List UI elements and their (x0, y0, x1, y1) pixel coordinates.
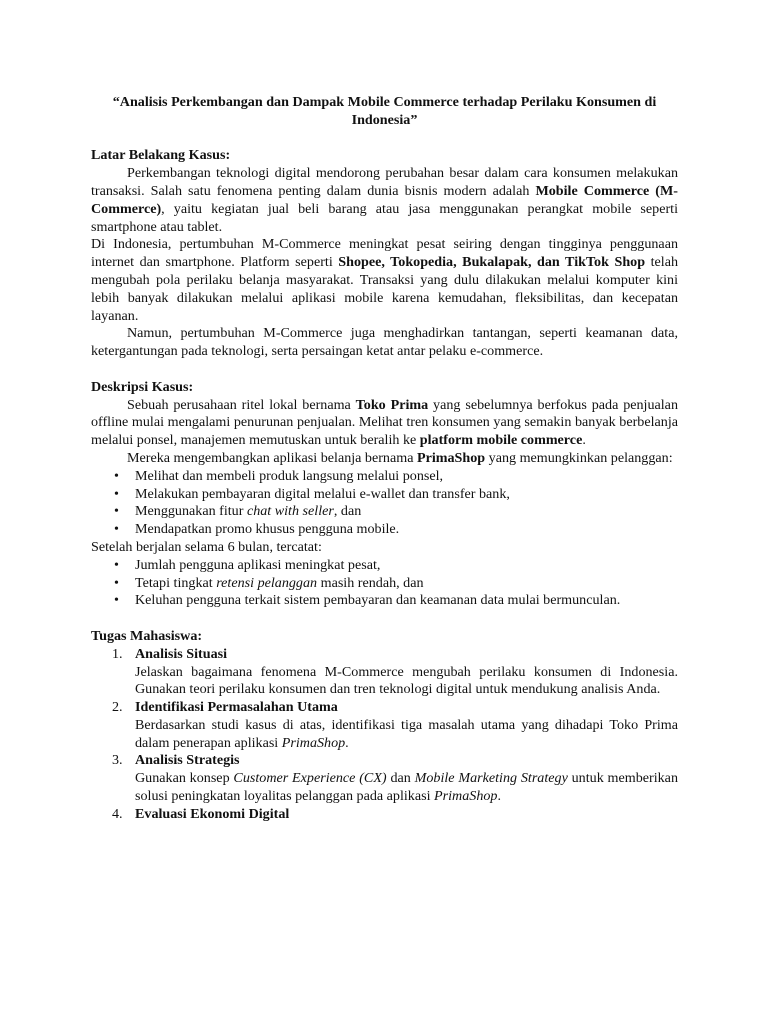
italic-text: retensi pelanggan (216, 574, 318, 591)
spacer (91, 610, 678, 628)
latar-heading: Latar Belakang Kasus: (91, 147, 231, 164)
text-run: , dan (333, 503, 362, 520)
result-list (91, 557, 678, 610)
text-run: untuk memberikan solusi peningkatan loyalitas pelanggan pada aplikasi (135, 770, 678, 805)
italic-text: Mobile Marketing Strategy (414, 770, 568, 787)
list-item (135, 503, 678, 521)
task-text (135, 717, 678, 753)
task-title: Analisis Strategis (135, 752, 240, 769)
text-run: . (582, 432, 586, 449)
bold-text: platform mobile commerce (419, 432, 583, 449)
italic-text: PrimaShop (281, 734, 346, 751)
bold-text: Toko Prima (355, 396, 429, 413)
task-item (112, 699, 678, 752)
text-run: Gunakan konsep (135, 770, 234, 787)
deskripsi-heading: Deskripsi Kasus: (91, 378, 194, 395)
list-item (135, 575, 678, 593)
list-item: • Melihat dan membeli produk langsung melalui ponsel, (135, 468, 678, 486)
task-text: Jelaskan bagaimana fenomena M-Commerce mengubah perilaku konsumen di Indonesia. Gunakan teori perilaku konsumen dan tren teknologi digital untuk mendukung analisis Anda. (135, 663, 678, 698)
spacer (91, 130, 678, 148)
task-list (91, 646, 678, 824)
task-title: Analisis Situasi (135, 645, 228, 662)
feature-list (91, 468, 678, 539)
text-run: dan (386, 770, 415, 787)
text-run: Berdasarkan studi kasus di atas, identifikasi tiga masalah utama yang dihadapi Toko Prima dalam penerapan aplikasi (135, 716, 678, 751)
text-run: yang sebelumnya berfokus pada penjualan offline mulai mengalami penurunan penjualan. Melihat tren konsumen yang semakin banyak berbelanja melalui ponsel, manajemen memutuskan untuk beralih ke (91, 396, 678, 449)
text-run: masih rendah, dan (317, 574, 424, 591)
text-run: Menggunakan fitur (135, 503, 247, 520)
bold-text: Mobile Commerce (M-Commerce) (91, 182, 678, 217)
text-run: , yaitu kegiatan jual beli barang atau jasa menggunakan perangkat mobile seperti smartphone atau tablet. (91, 200, 678, 235)
task-item (112, 752, 678, 805)
document-title: “Analisis Perkembangan dan Dampak Mobile Commerce terhadap Perilaku Konsumen di Indonesia” (112, 94, 657, 128)
text-run: Tetapi tingkat (135, 574, 217, 591)
italic-text: Customer Experience (CX) (233, 770, 387, 787)
deskripsi-paragraph-2 (91, 450, 678, 468)
task-text (135, 770, 678, 806)
latar-paragraph-2 (91, 236, 678, 325)
deskripsi-after: Setelah berjalan selama 6 bulan, tercatat: (91, 538, 322, 555)
task-title: Identifikasi Permasalahan Utama (135, 699, 338, 716)
task-number: 4. (112, 805, 123, 822)
italic-text: PrimaShop (434, 788, 498, 805)
text-run: . (345, 734, 349, 751)
text-run: Sebuah perusahaan ritel lokal bernama (127, 396, 356, 413)
list-item: • Jumlah pengguna aplikasi meningkat pesat, (135, 557, 678, 575)
text-run: yang memungkinkan pelanggan: (485, 449, 673, 466)
text-run: telah mengubah pola perilaku belanja masyarakat. Transaksi yang dulu dilakukan melalui komputer kini lebih banyak dilakukan melalui aplikasi mobile karena kemudahan, fleksibilitas, dan kecepatan layanan. (91, 254, 678, 324)
task-item (112, 645, 678, 699)
text-run: Di Indonesia, pertumbuhan M-Commerce meningkat pesat seiring dengan tingginya penggunaan internet dan smartphone. Platform seperti (91, 236, 678, 271)
bold-text: PrimaShop (416, 449, 486, 466)
task-number: 3. (112, 752, 123, 769)
bold-text: Shopee, Tokopedia, Bukalapak, dan TikTok Shop (338, 254, 646, 271)
deskripsi-paragraph-1 (91, 397, 678, 450)
latar-paragraph-3: Namun, pertumbuhan M-Commerce juga menghadirkan tantangan, seperti keamanan data, ketergantungan pada teknologi, serta persaingan ketat antar pelaku e-commerce. (91, 325, 678, 360)
task-number: 2. (112, 699, 123, 716)
tugas-heading: Tugas Mahasiswa: (91, 627, 203, 644)
text-run: . (497, 788, 501, 805)
italic-text: chat with seller (246, 503, 334, 520)
latar-paragraph-1 (91, 165, 678, 236)
task-item (112, 805, 678, 824)
task-number: 1. (112, 645, 123, 662)
list-item: • Mendapatkan promo khusus pengguna mobile. (135, 521, 678, 539)
list-item: • Keluhan pengguna terkait sistem pembayaran dan keamanan data mulai bermunculan. (135, 592, 678, 610)
text-run: Perkembangan teknologi digital mendorong perubahan besar dalam cara konsumen melakukan transaksi. Salah satu fenomena penting dalam dunia bisnis modern adalah (91, 165, 678, 199)
list-item: • Melakukan pembayaran digital melalui e-wallet dan transfer bank, (135, 486, 678, 504)
text-run: Mereka mengembangkan aplikasi belanja bernama (127, 449, 417, 466)
spacer (91, 361, 678, 379)
task-title: Evaluasi Ekonomi Digital (135, 805, 290, 822)
document-page (91, 94, 678, 824)
